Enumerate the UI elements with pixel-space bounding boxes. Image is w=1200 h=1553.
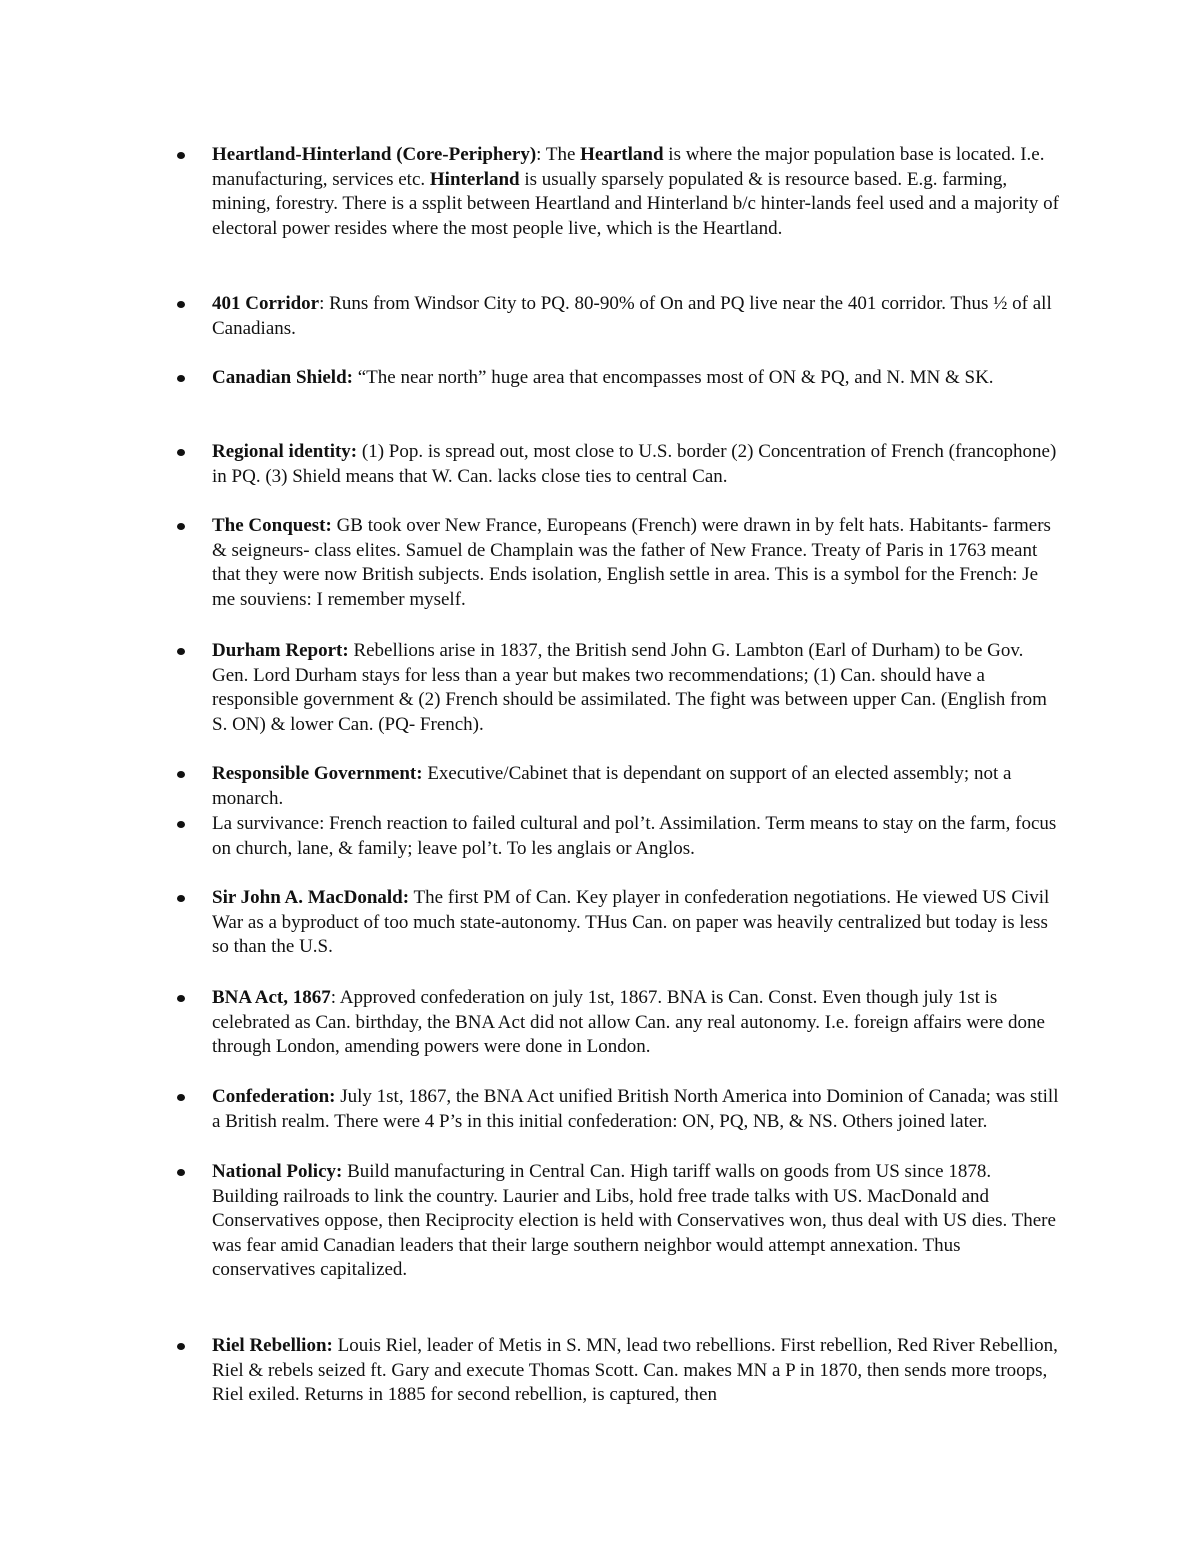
list-item: Sir John A. MacDonald: The first PM of Can. Key player in confederation negotiations. He viewed US Civil War as a byproduct of too much state-autonomy. THus Can. on paper was heavily centralized but today is less so than the U.S. [212, 886, 1062, 960]
bullet-icon [177, 449, 185, 456]
item-term: Durham Report: [212, 640, 349, 661]
item-term: Riel Rebellion: [212, 1335, 333, 1356]
item-term: Sir John A. MacDonald: [212, 887, 410, 908]
list-item: Regional identity: (1) Pop. is spread out, most close to U.S. border (2) Concentration of French (francophone) in PQ. (3) Shield means that W. Can. lacks close ties to central Can. [212, 440, 1062, 489]
bullet-icon [177, 648, 185, 655]
list-item: National Policy: Build manufacturing in Central Can. High tariff walls on goods from US since 1878. Building railroads to link the country. Laurier and Libs, hold free trade talks with US. MacDonald and Conservatives oppose, then Reciprocity election is held with Conservatives won, thus deal with US dies. There was fear amid Canadian leaders that their large southern neighbor would attempt annexation. Thus conservatives capitalized. [212, 1160, 1062, 1283]
item-term: Canadian Shield: [212, 367, 353, 388]
item-term: Regional identity: [212, 441, 358, 462]
list-item: The Conquest: GB took over New France, Europeans (French) were drawn in by felt hats. Habitants- farmers & seigneurs- class elites. Samuel de Champlain was the father of New France. Treaty of Paris in 1763 meant that they were now British subjects. Ends isolation, English settle in area. This is a symbol for the French: Je me souviens: I remember myself. [212, 514, 1062, 612]
bullet-icon [177, 995, 185, 1002]
item-term: Confederation: [212, 1086, 336, 1107]
bullet-icon [177, 1169, 185, 1176]
list-item: La survivance: French reaction to failed cultural and pol’t. Assimilation. Term means to stay on the farm, focus on church, lane, & family; leave pol’t. To les anglais or Anglos. [212, 812, 1062, 861]
item-term: 401 Corridor [212, 293, 320, 314]
item-term: National Policy: [212, 1161, 343, 1182]
list-item: BNA Act, 1867: Approved confederation on july 1st, 1867. BNA is Can. Const. Even though july 1st is celebrated as Can. birthday, the BNA Act did not allow Can. any real autonomy. I.e. foreign affairs were done through London, amending powers were done in London. [212, 986, 1062, 1060]
list-item: Riel Rebellion: Louis Riel, leader of Metis in S. MN, lead two rebellions. First rebellion, Red River Rebellion, Riel & rebels seized ft. Gary and execute Thomas Scott. Can. makes MN a P in 1870, then sends more troops, Riel exiled. Returns in 1885 for second rebellion, is captured, then [212, 1334, 1062, 1408]
list-item: 401 Corridor: Runs from Windsor City to PQ. 80-90% of On and PQ live near the 401 corridor. Thus ½ of all Canadians. [212, 292, 1062, 341]
list-item: Durham Report: Rebellions arise in 1837, the British send John G. Lambton (Earl of Durham) to be Gov. Gen. Lord Durham stays for less than a year but makes two recommendations; (1) Can. should have a responsible government & (2) French should be assimilated. The fight was between upper Can. (English from S. ON) & lower Can. (PQ- French). [212, 639, 1062, 737]
bullet-icon [177, 375, 185, 382]
list-item: Confederation: July 1st, 1867, the BNA Act unified British North America into Dominion of Canada; was still a British realm. There were 4 P’s in this initial confederation: ON, PQ, NB, & NS. Others joined later. [212, 1085, 1062, 1134]
item-term: Heartland-Hinterland (Core-Periphery) [212, 144, 537, 165]
item-term: Responsible Government: [212, 763, 423, 784]
bullet-icon [177, 523, 185, 530]
list-item: Canadian Shield: “The near north” huge area that encompasses most of ON & PQ, and N. MN & SK. [212, 366, 1062, 391]
list-item: Heartland-Hinterland (Core-Periphery): The Heartland is where the major population base is located. I.e. manufacturing, services etc. Hinterland is usually sparsely populated & is resource based. E.g. farming, mining, forestry. There is a ssplit between Heartland and Hinterland b/c hinter-lands feel used and a majority of electoral power resides where the most people live, which is the Heartland. [212, 143, 1062, 241]
bullet-icon [177, 771, 185, 778]
bullet-icon [177, 895, 185, 902]
bullet-icon [177, 301, 185, 308]
item-term: The Conquest: [212, 515, 332, 536]
bullet-icon [177, 821, 185, 828]
bullet-icon [177, 1094, 185, 1101]
bullet-icon [177, 152, 185, 159]
list-item: Responsible Government: Executive/Cabinet that is dependant on support of an elected assembly; not a monarch. [212, 762, 1062, 811]
item-term: BNA Act, 1867 [212, 987, 331, 1008]
bullet-icon [177, 1343, 185, 1350]
